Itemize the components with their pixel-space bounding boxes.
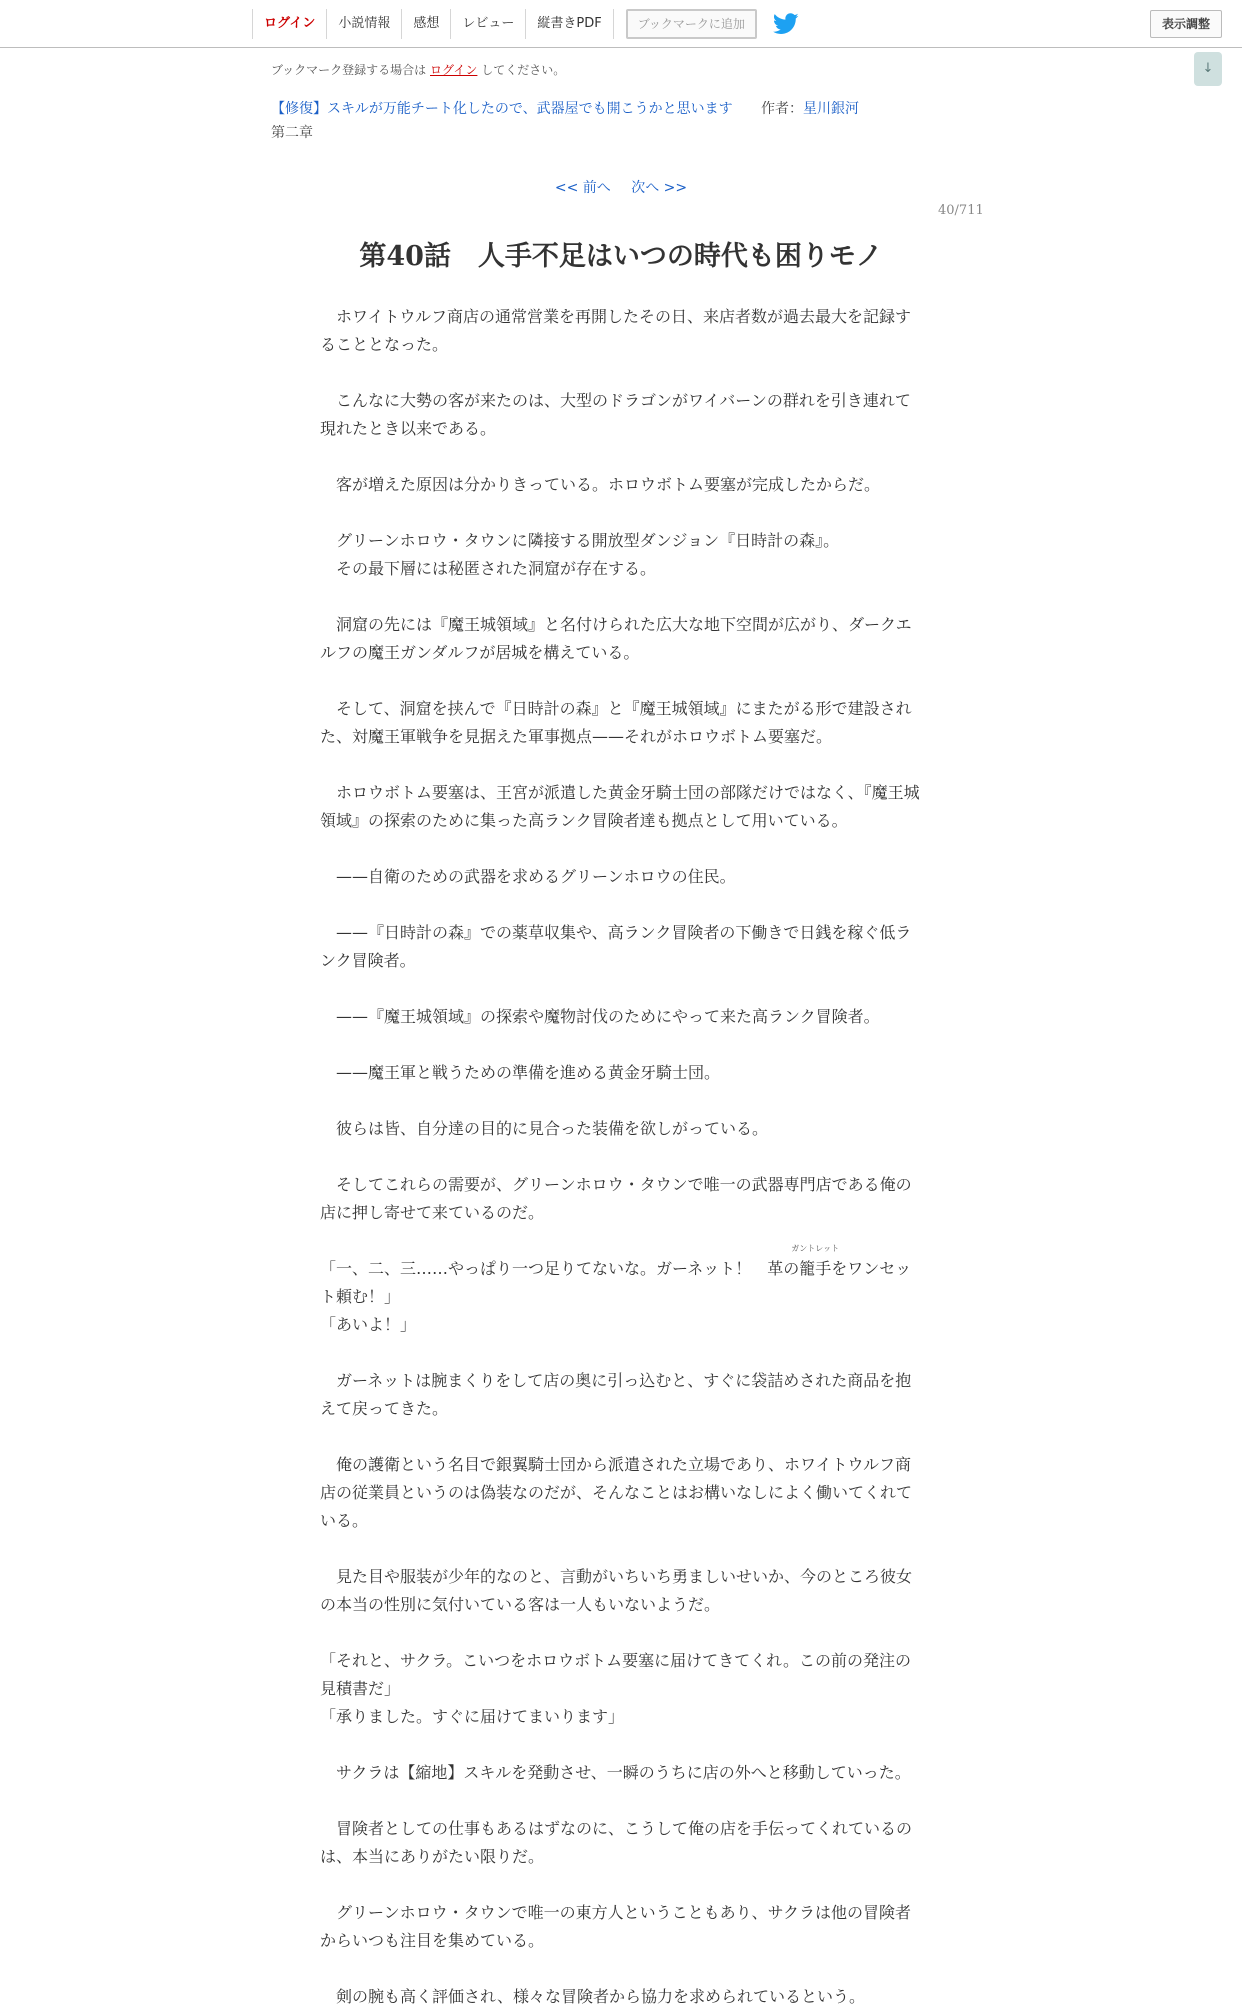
body-paragraph: こんなに大勢の客が来たのは、大型のドラゴンがワイバーンの群れを引き連れて現れたとき以来である。 [320, 391, 911, 438]
blank-line [320, 1787, 925, 1815]
dialogue-text: 「一、二、三……やっぱり一つ足りてないな。ガーネット！ 革の [320, 1259, 800, 1278]
blank-line [320, 1619, 925, 1647]
body-paragraph: ——魔王軍と戦うための準備を進める黄金牙騎士団。 [320, 1063, 721, 1082]
novel-title-line [271, 98, 859, 118]
nav-impressions-link[interactable]: 感想 [401, 9, 450, 39]
blank-line [320, 359, 925, 387]
blank-line [320, 891, 925, 919]
body-paragraph: その最下層には秘匿された洞窟が存在する。 [320, 559, 657, 578]
body-paragraph: そしてこれらの需要が、グリーンホロウ・タウンで唯一の武器専門店である俺の店に押し寄せて来ているのだ。 [320, 1175, 912, 1222]
blank-line [320, 975, 925, 1003]
add-bookmark-button[interactable]: ブックマークに追加 [626, 9, 757, 39]
prev-episode-link[interactable]: << 前へ [554, 180, 611, 196]
body-paragraph: 冒険者としての仕事もあるはずなのに、こうして俺の店を手伝ってくれているのは、本当にありがたい限りだ。 [320, 1819, 913, 1866]
twitter-share-button[interactable] [773, 13, 799, 35]
next-episode-link[interactable]: 次へ >> [631, 180, 688, 196]
login-note-before: ブックマーク登録する場合は [271, 63, 427, 77]
episode-pager [0, 177, 1242, 197]
body-paragraph: 「承りました。すぐに届けてまいります」 [320, 1707, 625, 1726]
body-paragraph: ガーネットは腕まくりをして店の奥に引っ込むと、すぐに袋詰めされた商品を抱えて戻ってきた。 [320, 1371, 912, 1418]
nav-login-link[interactable]: ログイン [252, 9, 326, 39]
blank-line [320, 1087, 925, 1115]
dialogue-text: をワンセット頼む！」 [320, 1259, 912, 1306]
top-navigation-bar [0, 0, 1242, 48]
ruby-base: 籠手 [799, 1259, 832, 1278]
body-paragraph: ——『日時計の森』での薬草収集や、高ランク冒険者の下働きで日銭を稼ぐ低ランク冒険者。 [320, 923, 912, 970]
blank-line [320, 499, 925, 527]
body-paragraph-with-ruby [320, 1244, 925, 1311]
blank-line [320, 667, 925, 695]
blank-line [320, 1731, 925, 1759]
body-paragraph: グリーンホロウ・タウンで唯一の東方人ということもあり、サクラは他の冒険者からいつも注目を集めている。 [320, 1903, 912, 1950]
nav-review-link[interactable]: レビュー [450, 9, 525, 39]
body-paragraph: ホロウボトム要塞は、王宮が派遣した黄金牙騎士団の部隊だけではなく、『魔王城領域』の探索のために集った高ランク冒険者達も拠点として用いている。 [320, 783, 920, 830]
blank-line [320, 1955, 925, 1983]
body-paragraph: 洞窟の先には『魔王城領域』と名付けられた広大な地下空間が広がり、ダークエルフの魔王ガンダルフが居城を構えている。 [320, 615, 912, 662]
scroll-down-button[interactable]: ↓ [1194, 52, 1222, 86]
nav-novel-info-link[interactable]: 小説情報 [326, 9, 401, 39]
body-paragraph: 「それと、サクラ。こいつをホロウボトム要塞に届けてきてくれ。この前の発注の見積書だ」 [320, 1651, 912, 1698]
novel-title-link[interactable]: 【修復】スキルが万能チート化したので、武器屋でも開こうかと思います [271, 101, 733, 117]
nav-vertical-pdf-link[interactable]: 縦書きPDF [525, 9, 613, 39]
author-label: 作者： [761, 101, 804, 117]
chapter-title: 第二章 [271, 125, 313, 141]
blank-line [320, 1339, 925, 1367]
ruby-word [791, 1244, 840, 1283]
body-paragraph: ホワイトウルフ商店の通常営業を再開したその日、来店者数が過去最大を記録することとなった。 [320, 307, 912, 354]
body-paragraph: グリーンホロウ・タウンに隣接する開放型ダンジョン『日時計の森』。 [320, 531, 840, 550]
blank-line [320, 835, 925, 863]
blank-line [320, 1871, 925, 1899]
display-settings-button[interactable]: 表示調整 [1150, 10, 1222, 38]
body-paragraph: 俺の護衛という名目で銀翼騎士団から派遣された立場であり、ホワイトウルフ商店の従業員というのは偽装なのだが、そんなことはお構いなしによく働いてくれている。 [320, 1455, 913, 1530]
blank-line [320, 1031, 925, 1059]
blank-line [320, 443, 925, 471]
blank-line [320, 1423, 925, 1451]
body-paragraph: 見た目や服装が少年的なのと、言動がいちいち勇ましいせいか、今のところ彼女の本当の性別に気付いている客は一人もいないようだ。 [320, 1567, 913, 1614]
main-nav [252, 0, 799, 48]
login-note-after: してください。 [481, 63, 566, 77]
login-note [271, 61, 565, 78]
episode-counter: 40/711 [938, 203, 984, 218]
blank-line [320, 1143, 925, 1171]
body-paragraph: ——自衛のための武器を求めるグリーンホロウの住民。 [320, 867, 736, 886]
episode-title: 第40話 人手不足はいつの時代も困りモノ [359, 241, 883, 272]
body-paragraph: 彼らは皆、自分達の目的に見合った装備を欲しがっている。 [320, 1119, 769, 1138]
novel-body [320, 303, 925, 2011]
body-paragraph: 剣の腕も高く評価され、様々な冒険者から協力を求められているという。 [320, 1987, 865, 2006]
twitter-bird-icon [773, 13, 799, 35]
login-note-link[interactable]: ログイン [430, 63, 478, 77]
body-paragraph: ——『魔王城領域』の探索や魔物討伐のためにやって来た高ランク冒険者。 [320, 1007, 880, 1026]
body-paragraph: 客が増えた原因は分かりきっている。ホロウボトム要塞が完成したからだ。 [320, 475, 881, 494]
blank-line [320, 751, 925, 779]
body-paragraph: そして、洞窟を挟んで『日時計の森』と『魔王城領域』にまたがる形で建設された、対魔王軍戦争を見据えた軍事拠点——それがホロウボトム要塞だ。 [320, 699, 912, 746]
blank-line [320, 1535, 925, 1563]
blank-line [320, 583, 925, 611]
body-paragraph: サクラは【縮地】スキルを発動させ、一瞬のうちに店の外へと移動していった。 [320, 1763, 911, 1782]
body-paragraph: 「あいよ！」 [320, 1315, 417, 1334]
author-link[interactable]: 星川銀河 [803, 101, 860, 117]
ruby-annotation: ガントレット [791, 1244, 840, 1253]
